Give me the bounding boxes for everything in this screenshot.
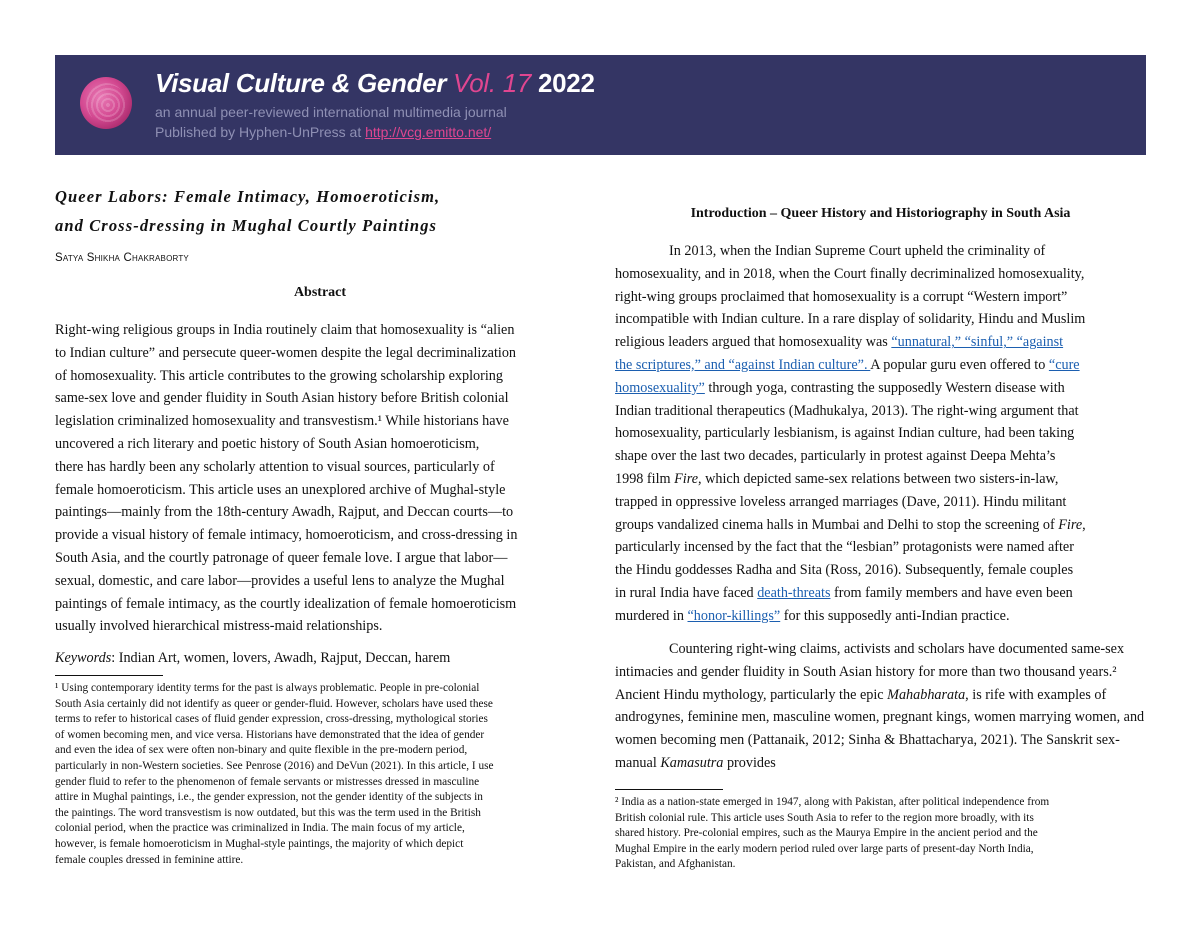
- introduction-paragraph-2: [615, 638, 1150, 775]
- body-line: [615, 331, 1150, 354]
- footnote-line: the paintings. The word transvestism is now outdated, but this was the term used in the British: [55, 806, 481, 819]
- body-text: through yoga, contrasting the supposedly Western disease with: [704, 379, 1065, 396]
- publisher-line: [155, 124, 491, 140]
- body-text: ,: [965, 686, 969, 703]
- abstract-line: same-sex love and gender fluidity in South Asian history before British colonial: [55, 390, 509, 407]
- abstract-line: paintings—mainly from the 18th-century Awadh, Rajput, and Deccan courts—to: [55, 504, 514, 521]
- journal-name: Visual Culture & Gender: [155, 68, 447, 98]
- footnote-2: [615, 795, 1150, 873]
- abstract-line: female homoeroticism. This article uses an unexplored archive of Mughal-style: [55, 481, 506, 498]
- journal-logo: [80, 77, 132, 129]
- body-text: from family members and have even been: [830, 584, 1073, 601]
- journal-url-link[interactable]: http://vcg.emitto.net/: [365, 124, 492, 140]
- body-line: homosexuality, particularly lesbianism, is against Indian culture, had been taking: [615, 425, 1075, 442]
- keywords-list: : Indian Art, women, lovers, Awadh, Rajput, Deccan, harem: [111, 650, 451, 666]
- journal-banner: [55, 55, 1146, 155]
- body-line: [615, 605, 1150, 628]
- introduction-heading: Introduction – Queer History and Historiography in South Asia: [690, 206, 1071, 221]
- body-line: incompatible with Indian culture. In a rare display of solidarity, Hindu and Muslim: [615, 311, 1086, 328]
- text-title: Kamasutra: [660, 754, 724, 771]
- footnote-line: of women becoming men, and vice versa. Historians have demonstrated that the idea of gender: [55, 728, 485, 741]
- article-title-line-1: Queer Labors: Female Intimacy, Homoeroticism,: [55, 187, 441, 206]
- footnote-line: Pakistan, and Afghanistan.: [615, 858, 736, 871]
- body-text: murdered in: [615, 607, 688, 624]
- abstract-body: [55, 319, 590, 638]
- footnote-line: and even the idea of sex were often non-binary and quite flexible in the pre-modern period,: [55, 744, 468, 757]
- keywords: [55, 650, 450, 667]
- journal-subtitle: an annual peer-reviewed international multimedia journal: [155, 104, 507, 120]
- abstract-line: sexual, domestic, and care labor—provides a useful lens to analyze the Mughal: [55, 572, 505, 589]
- body-line: [615, 377, 1150, 400]
- body-line: Countering right-wing claims, activists and scholars have documented: [669, 641, 1068, 657]
- footnote-line: gender fluid to refer to the phenomenon of female servants or mistresses dressed in masculine: [55, 775, 480, 788]
- body-line: Indian traditional therapeutics (Madhukalya, 2013). The right-wing argument that: [615, 402, 1079, 419]
- footnote-divider: [615, 789, 723, 790]
- abstract-line: of homosexuality. This article contributes to the growing scholarship exploring: [55, 367, 503, 384]
- footnote-line: colonial period, when the practice was criminalized in India. The main focus of my article,: [55, 822, 465, 835]
- journal-volume: Vol. 17: [453, 68, 532, 98]
- keywords-label: Keywords: [55, 650, 112, 666]
- body-line: the Hindu goddesses Radha and Sita (Ross, 2016). Subsequently, female couples: [615, 562, 1074, 579]
- abstract-line: provide a visual history of female intimacy, homoeroticism, and cross-dressing in: [55, 527, 518, 544]
- body-line: homosexuality, and in 2018, when the Court finally decriminalized homosexuality,: [615, 265, 1085, 282]
- death-threats-link[interactable]: death-threats: [757, 584, 831, 601]
- footnote-line: terms to refer to historical cases of fluid gender expression, cross-dressing, mythological stories: [55, 713, 488, 726]
- abstract-line: Right-wing religious groups in India routinely claim that homosexuality is “alien: [55, 322, 515, 338]
- unnatural-quote-link[interactable]: “unnatural,” “sinful,” “against: [891, 334, 1064, 351]
- footnote-1: [55, 681, 590, 868]
- footnote-line: attire in Mughal paintings, i.e., the gender expression, not the gender identity of the subjects in: [55, 791, 483, 804]
- body-line: [615, 468, 1150, 491]
- body-text: , which depicted same-sex relations between two sisters-in-law,: [698, 470, 1059, 487]
- body-text: ,: [1082, 516, 1086, 533]
- abstract-heading: Abstract: [293, 285, 347, 300]
- introduction-paragraph-1: [615, 240, 1150, 628]
- body-text: for this supposedly anti-Indian practice.: [780, 607, 1010, 624]
- abstract-line: legislation criminalized homosexuality and transvestism.¹ While historians have: [55, 413, 509, 430]
- abstract-line: uncovered a rich literary and poetic history of South Asian homoeroticism,: [55, 435, 480, 452]
- body-text: Sinha & Bhattacharya, 2021). The Sanskrit sex-manual: [615, 732, 1120, 771]
- film-title: Fire: [1058, 516, 1083, 533]
- author-name: Satya Shikha Chakraborty: [55, 252, 189, 264]
- body-line: [615, 582, 1150, 605]
- abstract-line: usually involved hierarchical mistress-maid relationships.: [55, 618, 383, 635]
- body-text: 1998 film: [615, 470, 675, 487]
- footnote-line: shared history. Pre-colonial empires, such as the Maurya Empire in the ancient period and the: [615, 827, 1038, 840]
- abstract-line: South Asia, and the courtly patronage of queer female love. I argue that labor—: [55, 549, 508, 566]
- unnatural-quote-link-cont[interactable]: the scriptures,” and “against Indian culture”.: [615, 356, 871, 373]
- body-line: same-sex intimacies and gender fluidity in South Asian history for more than two: [615, 641, 1125, 680]
- journal-year: 2022: [537, 68, 595, 98]
- body-line: [615, 514, 1150, 537]
- body-text: religious leaders argued that homosexuality was: [615, 334, 892, 351]
- body-line: shape over the last two decades, particularly in protest against Deepa Mehta’s: [615, 448, 1056, 465]
- body-line: trapped in oppressive loveless arranged marriages (Dave, 2011). Hindu militant: [615, 493, 1067, 510]
- body-text: A popular guru even offered to: [870, 356, 1049, 373]
- body-text: thousand years.² Ancient Hindu mythology, particularly the epic: [615, 663, 1117, 703]
- body-text: provides: [723, 754, 776, 771]
- body-line: [615, 354, 1150, 377]
- footnote-line: ¹ Using contemporary identity terms for the past is always problematic. People in pre-colonial: [55, 682, 480, 694]
- footnote-line: ² India as a nation-state emerged in 1947, along with Pakistan, after political independence from: [615, 796, 1050, 808]
- footnote-line: British colonial rule. This article uses South Asia to refer to the region more broadly, with its: [615, 811, 1034, 824]
- article-title: [55, 182, 575, 240]
- epic-title: Mahabharata: [887, 686, 966, 703]
- body-line: kings, women marrying women, and women becoming men (Pattanaik, 2012;: [615, 709, 1145, 749]
- abstract-line: paintings of female intimacy, as the courtly idealization of female homoeroticism: [55, 595, 517, 612]
- footnote-divider: [55, 675, 163, 676]
- footnote-line: particularly in non-Western societies. See Penrose (2016) and DeVun (2021). In this article, I use: [55, 759, 494, 772]
- body-line: particularly incensed by the fact that the “lesbian” protagonists were named after: [615, 539, 1074, 556]
- footnote-line: female couples dressed in feminine attire.: [55, 853, 244, 866]
- journal-title: [155, 68, 595, 99]
- body-line: right-wing groups proclaimed that homosexuality is a corrupt “Western import”: [615, 288, 1068, 305]
- body-line: is rife with examples of androgynes, feminine men, masculine women, pregnant: [615, 686, 1107, 726]
- footnote-line: Mughal Empire in the early modern period ruled over large parts of present-day North India,: [615, 842, 1034, 855]
- abstract-line: there has hardly been any scholarly attention to visual sources, particularly of: [55, 458, 495, 475]
- cure-homosexuality-link-cont[interactable]: homosexuality”: [615, 379, 705, 396]
- body-text: groups vandalized cinema halls in Mumbai and Delhi to stop the screening of: [615, 516, 1059, 533]
- honor-killings-link[interactable]: “honor-killings”: [687, 607, 781, 624]
- body-line: In 2013, when the Indian Supreme Court upheld the criminality of: [669, 243, 1046, 259]
- article-title-line-2: and Cross-dressing in Mughal Courtly Paintings: [55, 216, 438, 235]
- body-text: in rural India have faced: [615, 584, 758, 601]
- cure-homosexuality-link[interactable]: “cure: [1048, 356, 1080, 373]
- publisher-text: Published by Hyphen-UnPress at: [155, 124, 366, 140]
- footnote-line: however, is female homoeroticism in Mughal-style paintings, the majority of which depict: [55, 837, 464, 850]
- film-title: Fire: [674, 470, 699, 487]
- footnote-line: South Asia certainly did not identify as queer or gender-fluid. However, scholars have used these: [55, 697, 493, 710]
- abstract-line: to Indian culture” and persecute queer-women despite the legal decriminalization: [55, 344, 517, 361]
